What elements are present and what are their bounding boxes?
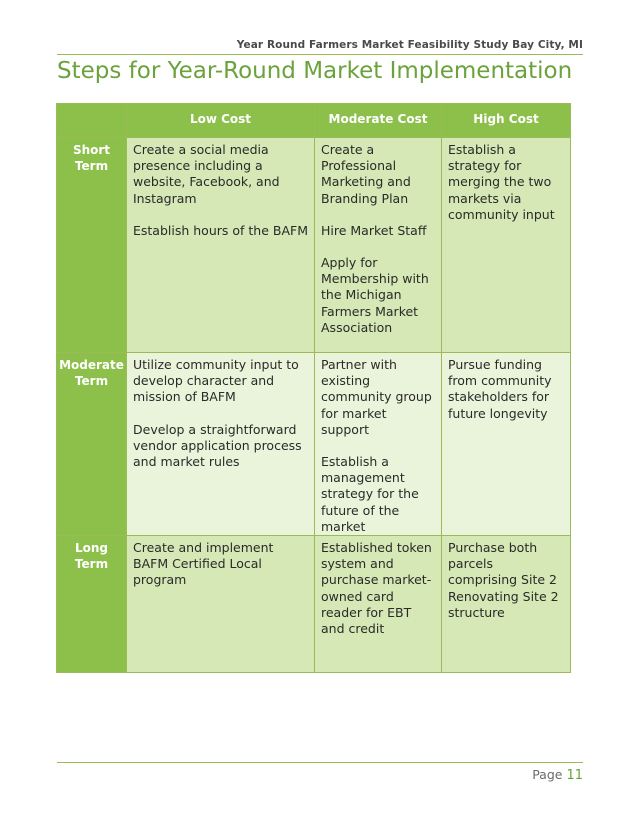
cell-entry: Hire Market Staff xyxy=(321,222,427,238)
cell-entry: Establish a management strategy for the future of the market xyxy=(321,454,419,534)
running-header: Year Round Farmers Market Feasibility Study Bay City, MI xyxy=(236,39,583,51)
table-cell-moderate-low xyxy=(127,353,315,536)
row-header-line: Moderate xyxy=(59,358,124,372)
footer-divider xyxy=(57,762,583,763)
column-header-high-cost: High Cost xyxy=(442,104,571,138)
page-number: 11 xyxy=(566,768,583,783)
column-header-empty xyxy=(57,104,127,138)
table-row-long-term xyxy=(57,536,571,673)
row-header-line: Long xyxy=(74,541,109,556)
table-cell-short-low xyxy=(127,138,315,353)
row-header-moderate-term xyxy=(57,353,127,536)
table-row-moderate-term xyxy=(57,353,571,536)
header-divider xyxy=(57,54,583,55)
table-cell-moderate-high xyxy=(442,353,571,536)
row-header-long-term xyxy=(57,536,127,673)
row-header-line: Short xyxy=(72,143,111,157)
cell-entry: Purchase both parcels comprising Site 2 Renovating Site 2 structure xyxy=(448,540,559,620)
cell-entry: Create a Professional Marketing and Branding Plan xyxy=(321,142,411,206)
cell-entry: Pursue funding from community stakeholders for future longevity xyxy=(448,357,552,421)
column-header-low-cost: Low Cost xyxy=(127,104,315,138)
table-cell-long-moderate xyxy=(315,536,442,673)
table-cell-moderate-moderate xyxy=(315,353,442,536)
cell-entry: Create a social media presence including a website, Facebook, and Instagram xyxy=(133,142,280,206)
cell-entry: Establish a strategy for merging the two markets via community input xyxy=(448,142,555,222)
table-header-row xyxy=(57,104,571,138)
column-header-moderate-cost: Moderate Cost xyxy=(315,104,442,138)
table-row-short-term xyxy=(57,138,571,353)
row-header-line: Term xyxy=(74,159,109,173)
cell-entry: Utilize community input to develop character and mission of BAFM xyxy=(133,357,299,405)
cell-entry: Establish hours of the BAFM xyxy=(133,222,308,238)
row-header-line: Term xyxy=(74,557,109,572)
page-title: Steps for Year-Round Market Implementation xyxy=(57,58,573,84)
page-label: Page xyxy=(532,767,563,782)
row-header-line: Term xyxy=(74,374,109,388)
cell-entry: Established token system and purchase market-owned card reader for EBT and credit xyxy=(321,540,432,637)
page-footer xyxy=(532,767,583,783)
cell-entry: Develop a straightforward vendor application process and market rules xyxy=(133,421,302,470)
cell-entry: Partner with existing community group for market support xyxy=(321,357,432,437)
implementation-table xyxy=(56,103,571,673)
table-cell-short-high xyxy=(442,138,571,353)
cell-entry: Create and implement BAFM Certified Local program xyxy=(133,540,274,588)
cell-entry: Apply for Membership with the Michigan Farmers Market Association xyxy=(321,255,429,335)
row-header-short-term xyxy=(57,138,127,353)
table-cell-long-low xyxy=(127,536,315,673)
table-cell-long-high xyxy=(442,536,571,673)
table-cell-short-moderate xyxy=(315,138,442,353)
